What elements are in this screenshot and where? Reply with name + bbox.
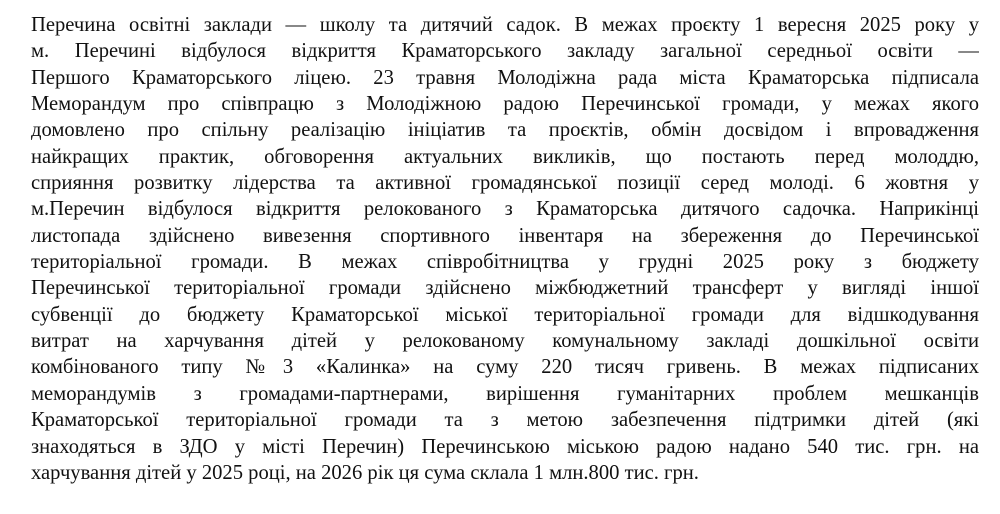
paragraph-line: листопада здійснено вивезення спортивного інвентаря на збереження до Перечинської [31,224,979,247]
paragraph-line: меморандумів з громадами-партнерами, вирішення гуманітарних проблем мешканців [31,382,979,405]
paragraph-line: найкращих практик, обговорення актуальних викликів, що постають перед молоддю, [31,145,979,168]
paragraph-line: Краматорської територіальної громади та з метою забезпечення підтримки дітей (які [31,409,979,432]
paragraph-line: Першого Краматорського ліцею. 23 травня Молодіжна рада міста Краматорська підписала [31,66,979,89]
paragraph-line: комбінованого типу №3 «Калинка» на суму 220 тисяч гривень. В межах підписаних [31,356,979,379]
paragraph-line: сприяння розвитку лідерства та активної громадянської позиції серед молоді. 6 жовтня у [31,172,979,195]
body-paragraph [31,12,979,486]
paragraph-line: харчування дітей у 2025 році, на 2026 рік ця сума склала 1 млн.800 тис. грн. [31,461,699,484]
paragraph-line: знаходяться в ЗДО у місті Перечин) Перечинською міською радою надано 540 тис. грн. на [31,435,979,458]
paragraph-line: Меморандум про співпрацю з Молодіжною радою Перечинської громади, у межах якого [31,93,979,116]
paragraph-line: Перечина освітні заклади — школу та дитячий садок. В межах проєкту 1 вересня 2025 року у [31,14,979,36]
paragraph-line: витрат на харчування дітей у релокованому комунальному закладі дошкільної освіти [31,330,979,353]
paragraph-line: субвенції до бюджету Краматорської міської територіальної громади для відшкодування [31,303,979,326]
paragraph-line: територіальної громади. В межах співробітництва у грудні 2025 року з бюджету [31,251,979,274]
paragraph-line: домовлено про спільну реалізацію ініціатив та проєктів, обмін досвідом і впровадження [31,119,979,142]
paragraph-line: м. Перечині відбулося відкриття Краматорського закладу загальної середньої освіти — [31,40,979,63]
paragraph-line: Перечинської територіальної громади здійснено міжбюджетний трансферт у вигляді іншої [31,277,979,300]
paragraph-line: м.Перечин відбулося відкриття релокованого з Краматорська дитячого садочка. Наприкінці [31,198,979,221]
